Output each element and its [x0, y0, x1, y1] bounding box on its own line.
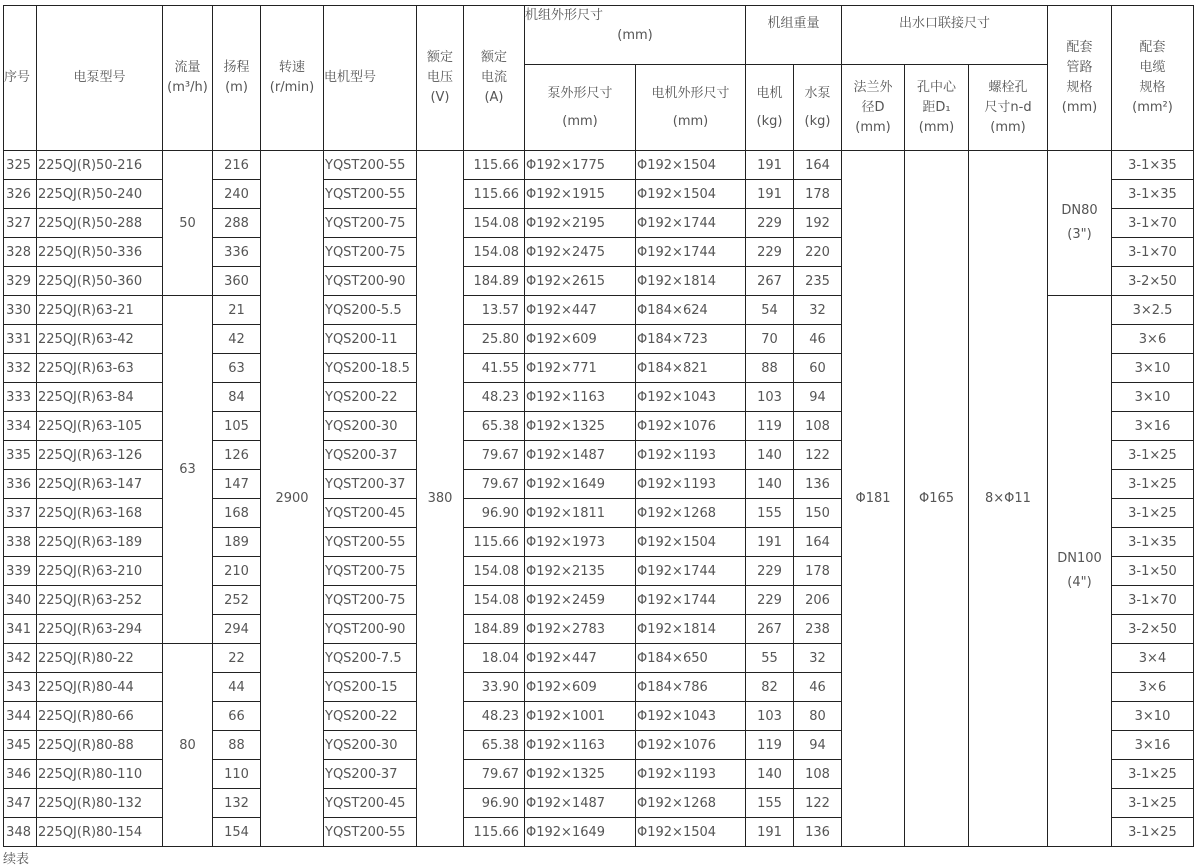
pump-dim-cell: Φ192×1487	[525, 789, 636, 818]
current-cell: 115.66	[464, 180, 525, 209]
seq-cell: 328	[4, 238, 37, 267]
cable-cell: 3×10	[1112, 383, 1194, 412]
seq-cell: 326	[4, 180, 37, 209]
motor-dim-cell: Φ184×786	[636, 673, 746, 702]
pump-weight-cell: 46	[794, 673, 842, 702]
motor-dim-cell: Φ192×1504	[636, 180, 746, 209]
pump-weight-cell: 164	[794, 151, 842, 180]
head-cell: 216	[213, 151, 261, 180]
head-cell: 288	[213, 209, 261, 238]
motor-weight-cell: 82	[746, 673, 794, 702]
motor-weight-cell: 88	[746, 354, 794, 383]
head-cell: 110	[213, 760, 261, 789]
current-cell: 65.38	[464, 731, 525, 760]
motor-model-cell: YQS200-18.5	[324, 354, 417, 383]
motor-weight-cell: 267	[746, 615, 794, 644]
current-cell: 184.89	[464, 615, 525, 644]
current-cell: 184.89	[464, 267, 525, 296]
pump-weight-cell: 94	[794, 383, 842, 412]
current-cell: 115.66	[464, 528, 525, 557]
header-model: 电泵型号	[37, 6, 163, 151]
model-cell: 225QJ(R)63-294	[37, 615, 163, 644]
motor-model-cell: YQST200-55	[324, 180, 417, 209]
motor-weight-cell: 140	[746, 470, 794, 499]
motor-dim-cell: Φ184×624	[636, 296, 746, 325]
head-cell: 147	[213, 470, 261, 499]
head-cell: 360	[213, 267, 261, 296]
header-hole-center: 孔中心 距D₁ (mm)	[905, 65, 969, 151]
head-cell: 66	[213, 702, 261, 731]
current-cell: 96.90	[464, 789, 525, 818]
model-cell: 225QJ(R)80-22	[37, 644, 163, 673]
model-cell: 225QJ(R)63-42	[37, 325, 163, 354]
header-speed: 转速 (r/min)	[261, 6, 324, 151]
pump-dim-cell: Φ192×1001	[525, 702, 636, 731]
current-cell: 154.08	[464, 238, 525, 267]
model-cell: 225QJ(R)80-154	[37, 818, 163, 847]
pump-weight-cell: 136	[794, 470, 842, 499]
pump-dim-cell: Φ192×1649	[525, 818, 636, 847]
header-flange: 法兰外 径D (mm)	[842, 65, 905, 151]
motor-weight-cell: 155	[746, 789, 794, 818]
head-cell: 154	[213, 818, 261, 847]
seq-cell: 342	[4, 644, 37, 673]
motor-model-cell: YQST200-45	[324, 499, 417, 528]
header-cable: 配套 电缆 规格 (mm²)	[1112, 6, 1194, 151]
seq-cell: 335	[4, 441, 37, 470]
current-cell: 115.66	[464, 818, 525, 847]
head-cell: 44	[213, 673, 261, 702]
motor-dim-cell: Φ192×1814	[636, 267, 746, 296]
header-motor-model: 电机型号	[324, 6, 417, 151]
motor-dim-cell: Φ184×650	[636, 644, 746, 673]
seq-cell: 334	[4, 412, 37, 441]
model-cell: 225QJ(R)63-126	[37, 441, 163, 470]
model-cell: 225QJ(R)63-63	[37, 354, 163, 383]
header-bolt: 螺栓孔 尺寸n-d (mm)	[969, 65, 1048, 151]
pump-dim-cell: Φ192×771	[525, 354, 636, 383]
motor-model-cell: YQST200-55	[324, 151, 417, 180]
pipe-cell	[1048, 296, 1112, 847]
cable-cell: 3×10	[1112, 354, 1194, 383]
header-motor-dim: 电机外形尺寸 (mm)	[636, 65, 746, 151]
pump-dim-cell: Φ192×2195	[525, 209, 636, 238]
model-cell: 225QJ(R)63-252	[37, 586, 163, 615]
pump-weight-cell: 235	[794, 267, 842, 296]
pump-dim-cell: Φ192×1487	[525, 441, 636, 470]
current-cell: 25.80	[464, 325, 525, 354]
head-cell: 105	[213, 412, 261, 441]
motor-dim-cell: Φ192×1268	[636, 499, 746, 528]
motor-model-cell: YQST200-75	[324, 209, 417, 238]
cable-cell: 3-1×70	[1112, 209, 1194, 238]
motor-dim-cell: Φ192×1043	[636, 383, 746, 412]
pump-weight-cell: 32	[794, 644, 842, 673]
model-cell: 225QJ(R)80-132	[37, 789, 163, 818]
pump-weight-cell: 122	[794, 789, 842, 818]
motor-model-cell: YQS200-30	[324, 412, 417, 441]
header-dims-group: 机组外形尺寸 (mm)	[525, 6, 746, 65]
cable-cell: 3×16	[1112, 412, 1194, 441]
seq-cell: 345	[4, 731, 37, 760]
header-pipe: 配套 管路 规格 (mm)	[1048, 6, 1112, 151]
pump-spec-table	[3, 5, 1194, 847]
voltage-cell: 380	[417, 151, 464, 847]
head-cell: 132	[213, 789, 261, 818]
motor-dim-cell: Φ192×1268	[636, 789, 746, 818]
cable-cell: 3×2.5	[1112, 296, 1194, 325]
current-cell: 13.57	[464, 296, 525, 325]
current-cell: 41.55	[464, 354, 525, 383]
pump-dim-cell: Φ192×1649	[525, 470, 636, 499]
pump-dim-cell: Φ192×1325	[525, 760, 636, 789]
head-cell: 84	[213, 383, 261, 412]
motor-model-cell: YQS200-7.5	[324, 644, 417, 673]
header-weight-group: 机组重量	[746, 6, 842, 65]
motor-weight-cell: 191	[746, 151, 794, 180]
pipe-inch: (3")	[1067, 227, 1092, 242]
header-head: 扬程 (m)	[213, 6, 261, 151]
header-current: 额定 电流 (A)	[464, 6, 525, 151]
cable-cell: 3-1×35	[1112, 180, 1194, 209]
pump-weight-cell: 178	[794, 180, 842, 209]
motor-weight-cell: 191	[746, 818, 794, 847]
motor-model-cell: YQS200-30	[324, 731, 417, 760]
motor-weight-cell: 119	[746, 731, 794, 760]
pump-weight-cell: 122	[794, 441, 842, 470]
seq-cell: 333	[4, 383, 37, 412]
motor-model-cell: YQS200-11	[324, 325, 417, 354]
pump-dim-cell: Φ192×1775	[525, 151, 636, 180]
pump-weight-cell: 178	[794, 557, 842, 586]
pump-dim-cell: Φ192×2475	[525, 238, 636, 267]
model-cell: 225QJ(R)63-21	[37, 296, 163, 325]
current-cell: 79.67	[464, 441, 525, 470]
motor-dim-cell: Φ192×1504	[636, 528, 746, 557]
current-cell: 48.23	[464, 383, 525, 412]
motor-dim-cell: Φ192×1043	[636, 702, 746, 731]
pump-dim-cell: Φ192×609	[525, 673, 636, 702]
pump-weight-cell: 108	[794, 412, 842, 441]
pump-dim-cell: Φ192×2459	[525, 586, 636, 615]
motor-dim-cell: Φ192×1744	[636, 557, 746, 586]
pump-weight-cell: 32	[794, 296, 842, 325]
motor-weight-cell: 103	[746, 383, 794, 412]
motor-dim-cell: Φ192×1076	[636, 412, 746, 441]
motor-dim-cell: Φ192×1504	[636, 818, 746, 847]
pump-weight-cell: 46	[794, 325, 842, 354]
header-outlet-group: 出水口联接尺寸	[842, 6, 1048, 65]
motor-model-cell: YQST200-55	[324, 528, 417, 557]
seq-cell: 340	[4, 586, 37, 615]
pipe-inch: (4")	[1067, 575, 1092, 590]
cable-cell: 3-2×50	[1112, 615, 1194, 644]
pump-dim-cell: Φ192×2615	[525, 267, 636, 296]
motor-dim-cell: Φ184×821	[636, 354, 746, 383]
motor-model-cell: YQST200-55	[324, 818, 417, 847]
cable-cell: 3×10	[1112, 702, 1194, 731]
head-cell: 189	[213, 528, 261, 557]
pump-dim-cell: Φ192×1325	[525, 412, 636, 441]
pump-dim-cell: Φ192×2783	[525, 615, 636, 644]
seq-cell: 336	[4, 470, 37, 499]
pump-weight-cell: 108	[794, 760, 842, 789]
motor-model-cell: YQST200-45	[324, 789, 417, 818]
seq-cell: 327	[4, 209, 37, 238]
header-pump-dim: 泵外形尺寸 (mm)	[525, 65, 636, 151]
pump-dim-cell: Φ192×1163	[525, 383, 636, 412]
head-cell: 22	[213, 644, 261, 673]
motor-model-cell: YQS200-37	[324, 441, 417, 470]
pump-dim-cell: Φ192×1973	[525, 528, 636, 557]
seq-cell: 332	[4, 354, 37, 383]
motor-dim-cell: Φ192×1814	[636, 615, 746, 644]
seq-cell: 325	[4, 151, 37, 180]
motor-dim-cell: Φ192×1744	[636, 586, 746, 615]
seq-cell: 346	[4, 760, 37, 789]
seq-cell: 341	[4, 615, 37, 644]
head-cell: 294	[213, 615, 261, 644]
cable-cell: 3×16	[1112, 731, 1194, 760]
current-cell: 33.90	[464, 673, 525, 702]
cable-cell: 3×6	[1112, 673, 1194, 702]
motor-model-cell: YQST200-90	[324, 615, 417, 644]
motor-model-cell: YQST200-75	[324, 557, 417, 586]
motor-weight-cell: 229	[746, 238, 794, 267]
flow-cell: 63	[163, 296, 213, 644]
cable-cell: 3-1×35	[1112, 151, 1194, 180]
model-cell: 225QJ(R)80-44	[37, 673, 163, 702]
hole-center-cell: Φ165	[905, 151, 969, 847]
seq-cell: 331	[4, 325, 37, 354]
cable-cell: 3-1×25	[1112, 818, 1194, 847]
motor-model-cell: YQS200-15	[324, 673, 417, 702]
cable-cell: 3-1×25	[1112, 441, 1194, 470]
cable-cell: 3-1×50	[1112, 557, 1194, 586]
pump-weight-cell: 192	[794, 209, 842, 238]
motor-model-cell: YQST200-75	[324, 586, 417, 615]
pump-weight-cell: 206	[794, 586, 842, 615]
pipe-cell	[1048, 151, 1112, 296]
pump-weight-cell: 150	[794, 499, 842, 528]
pump-weight-cell: 238	[794, 615, 842, 644]
seq-cell: 337	[4, 499, 37, 528]
head-cell: 21	[213, 296, 261, 325]
head-cell: 240	[213, 180, 261, 209]
speed-cell: 2900	[261, 151, 324, 847]
head-cell: 252	[213, 586, 261, 615]
flange-cell: Φ181	[842, 151, 905, 847]
model-cell: 225QJ(R)63-168	[37, 499, 163, 528]
flow-cell: 50	[163, 151, 213, 296]
pump-weight-cell: 164	[794, 528, 842, 557]
pump-dim-cell: Φ192×609	[525, 325, 636, 354]
model-cell: 225QJ(R)63-84	[37, 383, 163, 412]
pump-dim-cell: Φ192×1811	[525, 499, 636, 528]
motor-weight-cell: 119	[746, 412, 794, 441]
motor-model-cell: YQST200-90	[324, 267, 417, 296]
seq-cell: 338	[4, 528, 37, 557]
motor-weight-cell: 155	[746, 499, 794, 528]
header-seq: 序号	[4, 6, 37, 151]
motor-model-cell: YQS200-5.5	[324, 296, 417, 325]
pump-dim-cell: Φ192×447	[525, 296, 636, 325]
motor-dim-cell: Φ184×723	[636, 325, 746, 354]
cable-cell: 3-2×50	[1112, 267, 1194, 296]
motor-weight-cell: 54	[746, 296, 794, 325]
cable-cell: 3-1×70	[1112, 586, 1194, 615]
current-cell: 154.08	[464, 586, 525, 615]
motor-model-cell: YQST200-75	[324, 238, 417, 267]
pump-spec-table-wrapper	[3, 5, 1194, 847]
seq-cell: 347	[4, 789, 37, 818]
motor-weight-cell: 70	[746, 325, 794, 354]
pump-dim-cell: Φ192×2135	[525, 557, 636, 586]
current-cell: 79.67	[464, 470, 525, 499]
model-cell: 225QJ(R)63-147	[37, 470, 163, 499]
header-voltage: 额定 电压 (V)	[417, 6, 464, 151]
model-cell: 225QJ(R)80-66	[37, 702, 163, 731]
model-cell: 225QJ(R)80-88	[37, 731, 163, 760]
continued-label: 续表	[3, 852, 30, 867]
motor-model-cell: YQS200-37	[324, 760, 417, 789]
pump-dim-cell: Φ192×1163	[525, 731, 636, 760]
header-flow: 流量 (m³/h)	[163, 6, 213, 151]
seq-cell: 344	[4, 702, 37, 731]
current-cell: 96.90	[464, 499, 525, 528]
model-cell: 225QJ(R)63-189	[37, 528, 163, 557]
pump-weight-cell: 94	[794, 731, 842, 760]
table-header	[4, 6, 1194, 151]
head-cell: 88	[213, 731, 261, 760]
pump-dim-cell: Φ192×447	[525, 644, 636, 673]
header-pump-weight: 水泵 (kg)	[794, 65, 842, 151]
pump-dim-cell: Φ192×1915	[525, 180, 636, 209]
head-cell: 42	[213, 325, 261, 354]
motor-dim-cell: Φ192×1193	[636, 470, 746, 499]
motor-dim-cell: Φ192×1076	[636, 731, 746, 760]
bolt-cell: 8×Φ11	[969, 151, 1048, 847]
seq-cell: 343	[4, 673, 37, 702]
motor-weight-cell: 191	[746, 528, 794, 557]
motor-dim-cell: Φ192×1193	[636, 760, 746, 789]
model-cell: 225QJ(R)63-105	[37, 412, 163, 441]
motor-weight-cell: 55	[746, 644, 794, 673]
head-cell: 336	[213, 238, 261, 267]
current-cell: 154.08	[464, 209, 525, 238]
motor-weight-cell: 229	[746, 586, 794, 615]
model-cell: 225QJ(R)80-110	[37, 760, 163, 789]
cable-cell: 3-1×25	[1112, 760, 1194, 789]
flow-cell: 80	[163, 644, 213, 847]
table-body	[4, 151, 1194, 847]
current-cell: 154.08	[464, 557, 525, 586]
motor-weight-cell: 267	[746, 267, 794, 296]
motor-dim-cell: Φ192×1744	[636, 238, 746, 267]
cable-cell: 3×6	[1112, 325, 1194, 354]
motor-weight-cell: 191	[746, 180, 794, 209]
model-cell: 225QJ(R)63-210	[37, 557, 163, 586]
seq-cell: 339	[4, 557, 37, 586]
motor-model-cell: YQS200-22	[324, 383, 417, 412]
model-cell: 225QJ(R)50-240	[37, 180, 163, 209]
motor-weight-cell: 229	[746, 557, 794, 586]
pump-weight-cell: 220	[794, 238, 842, 267]
header-motor-weight: 电机 (kg)	[746, 65, 794, 151]
cable-cell: 3-1×25	[1112, 789, 1194, 818]
cable-cell: 3-1×70	[1112, 238, 1194, 267]
current-cell: 48.23	[464, 702, 525, 731]
motor-dim-cell: Φ192×1744	[636, 209, 746, 238]
pump-weight-cell: 60	[794, 354, 842, 383]
head-cell: 126	[213, 441, 261, 470]
head-cell: 168	[213, 499, 261, 528]
pump-weight-cell: 80	[794, 702, 842, 731]
table-row	[4, 151, 1194, 180]
current-cell: 65.38	[464, 412, 525, 441]
model-cell: 225QJ(R)50-216	[37, 151, 163, 180]
current-cell: 18.04	[464, 644, 525, 673]
motor-dim-cell: Φ192×1504	[636, 151, 746, 180]
motor-weight-cell: 103	[746, 702, 794, 731]
seq-cell: 329	[4, 267, 37, 296]
pipe-size: DN80	[1061, 203, 1098, 218]
head-cell: 63	[213, 354, 261, 383]
motor-weight-cell: 140	[746, 441, 794, 470]
cable-cell: 3-1×25	[1112, 499, 1194, 528]
seq-cell: 348	[4, 818, 37, 847]
model-cell: 225QJ(R)50-336	[37, 238, 163, 267]
motor-model-cell: YQST200-37	[324, 470, 417, 499]
motor-dim-cell: Φ192×1193	[636, 441, 746, 470]
current-cell: 79.67	[464, 760, 525, 789]
cable-cell: 3×4	[1112, 644, 1194, 673]
model-cell: 225QJ(R)50-288	[37, 209, 163, 238]
motor-weight-cell: 229	[746, 209, 794, 238]
pump-weight-cell: 136	[794, 818, 842, 847]
motor-weight-cell: 140	[746, 760, 794, 789]
cable-cell: 3-1×35	[1112, 528, 1194, 557]
cable-cell: 3-1×25	[1112, 470, 1194, 499]
current-cell: 115.66	[464, 151, 525, 180]
seq-cell: 330	[4, 296, 37, 325]
head-cell: 210	[213, 557, 261, 586]
motor-model-cell: YQS200-22	[324, 702, 417, 731]
pipe-size: DN100	[1057, 551, 1102, 566]
model-cell: 225QJ(R)50-360	[37, 267, 163, 296]
